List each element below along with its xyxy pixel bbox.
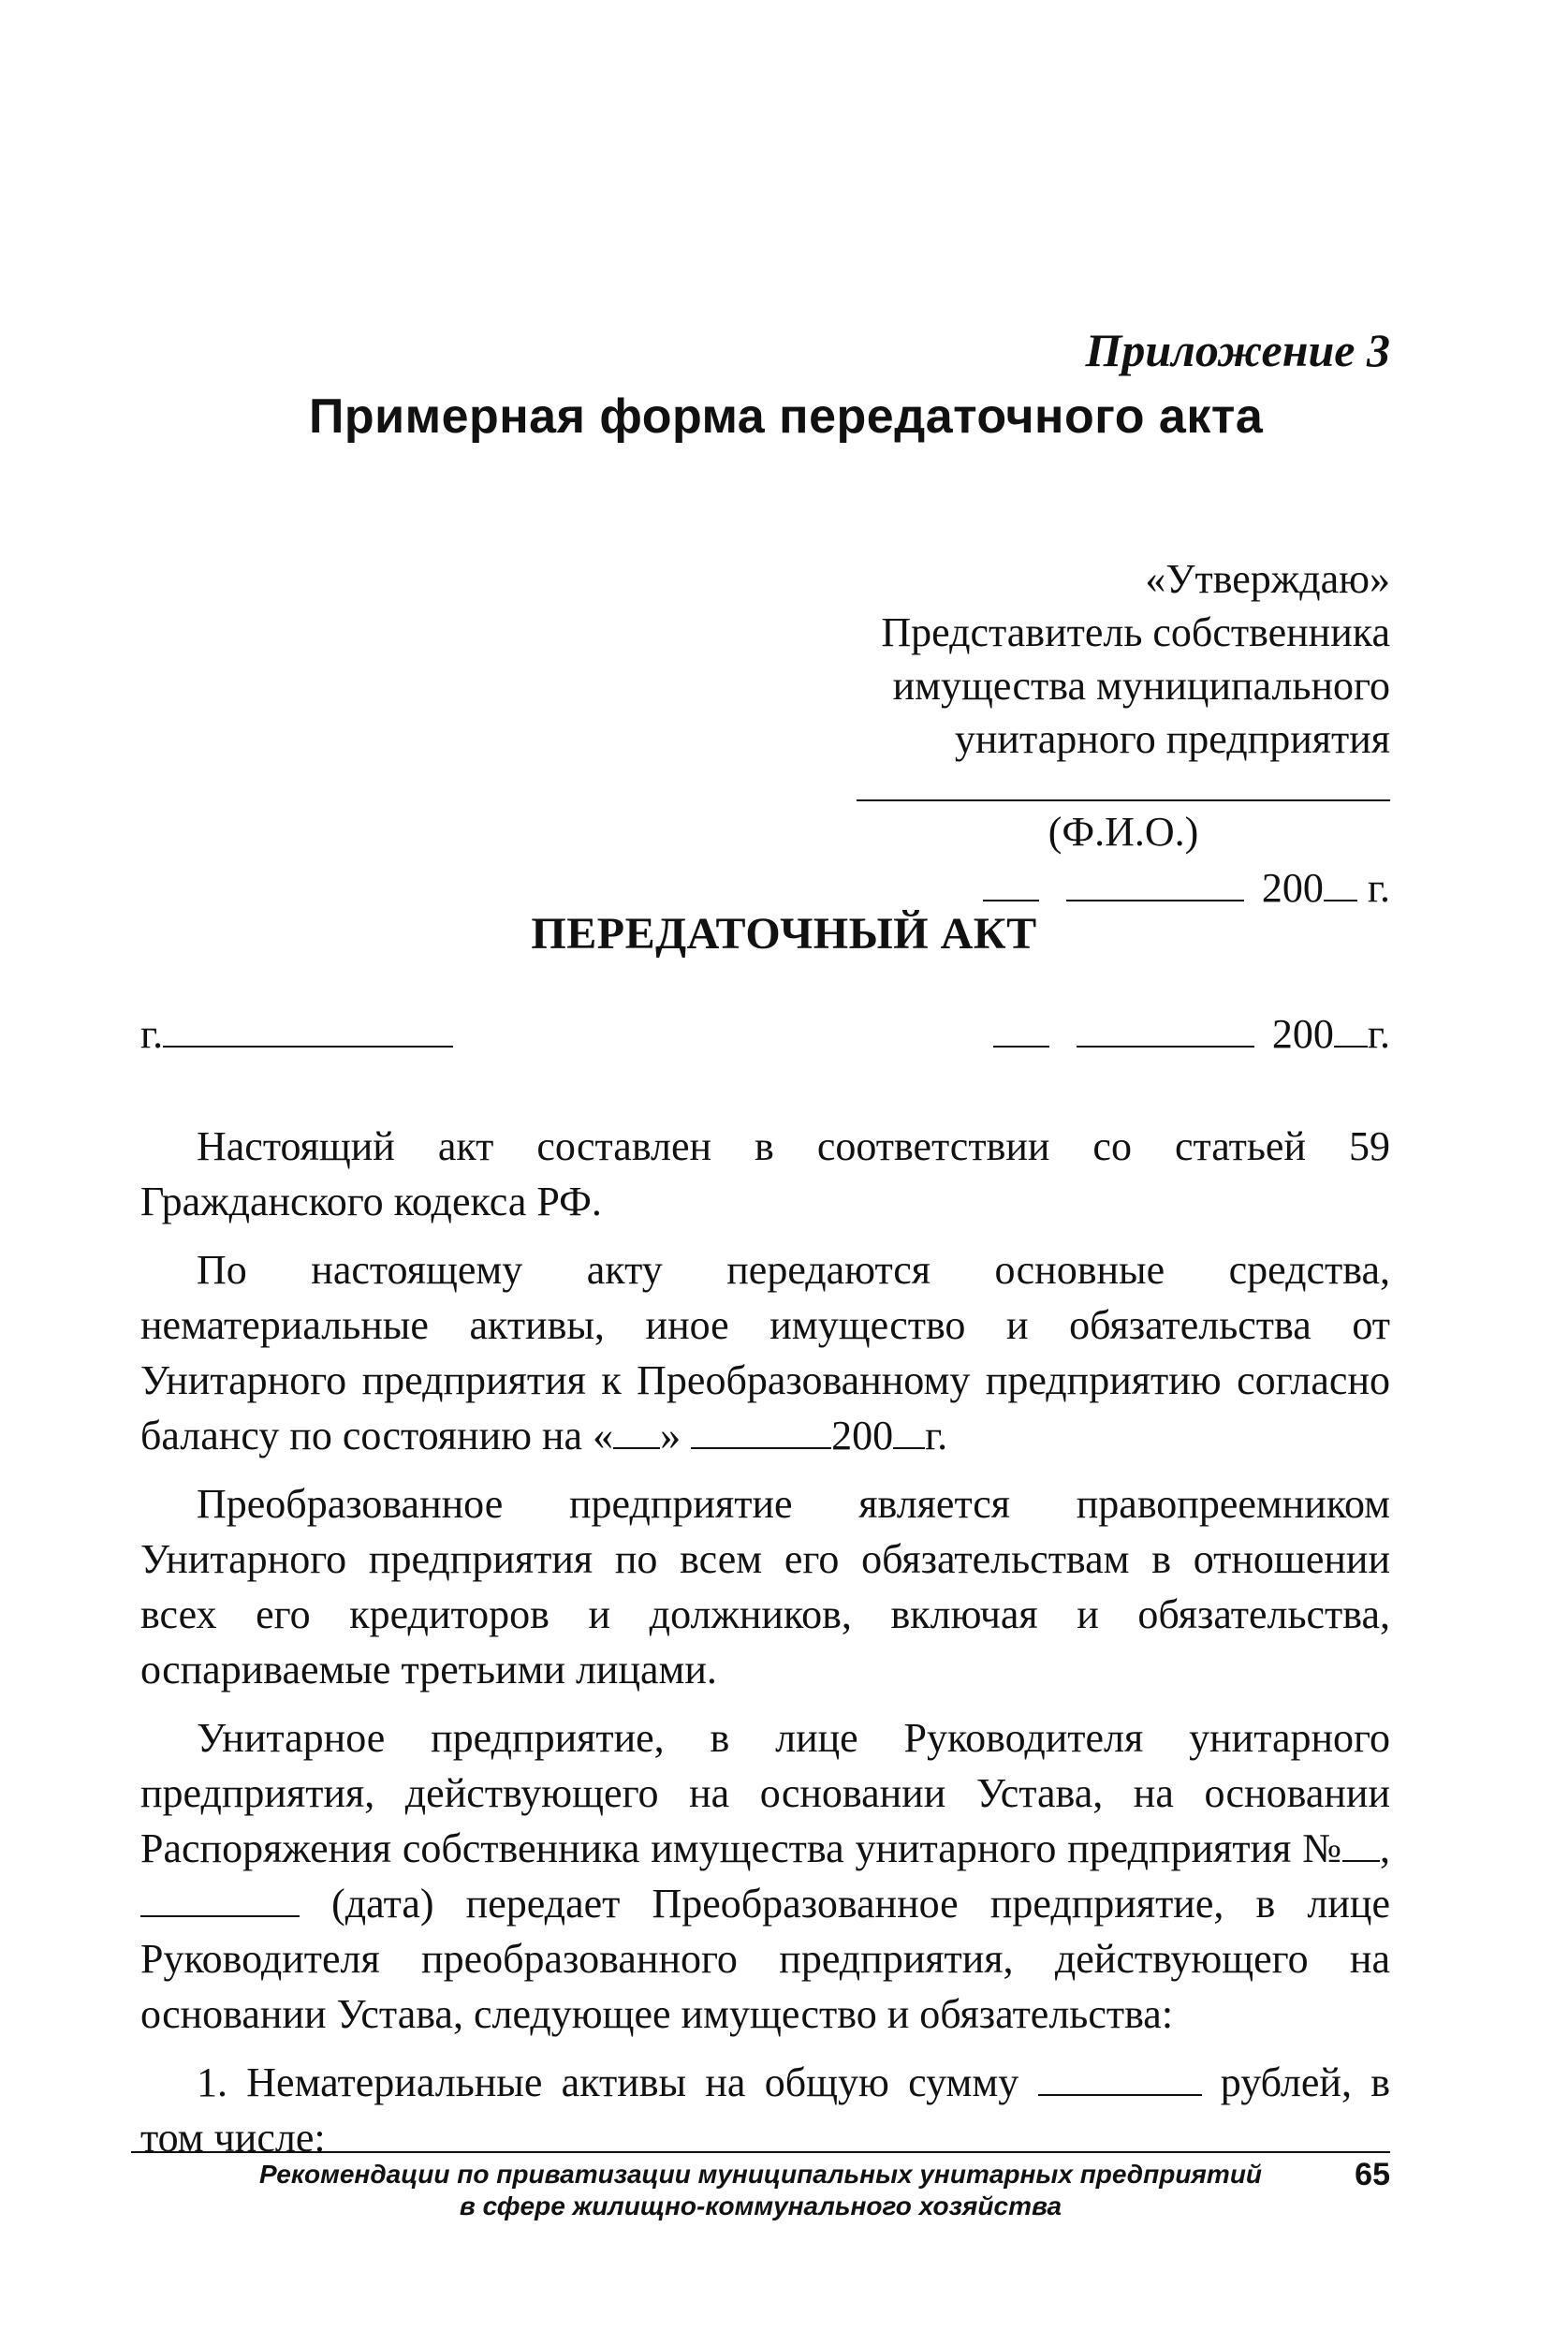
number-comma: , — [1380, 1825, 1391, 1871]
act-year: 200 — [1271, 1010, 1334, 1057]
footer-line-1: Рекомендации по приватизации муниципальных унитарных предприятий — [258, 2160, 1263, 2189]
balance-year: 200 — [831, 1413, 894, 1458]
paragraph-1: Настоящий акт составлен в соответствии со статьей 59 Гражданского кодекса РФ. — [140, 1123, 1390, 1224]
approval-block — [791, 552, 1390, 915]
paragraph-4-part-a: Унитарное предприятие, в лице Руководителя унитарного предприятия, действующего на основании Устава, на основании Распоряжения собственника имущества унитарного предприятия — [140, 1715, 1390, 1871]
act-body — [140, 1119, 1390, 2178]
approval-year-suffix: г. — [1367, 864, 1390, 911]
amount-blank — [1038, 2055, 1202, 2096]
approval-year: 200 — [1261, 864, 1324, 911]
approval-date-row — [791, 860, 1390, 915]
quote-close: » — [660, 1413, 681, 1458]
act-title: ПЕРЕДАТОЧНЫЙ АКТ — [531, 909, 1037, 959]
paragraph-2 — [140, 1242, 1390, 1463]
paragraph-4 — [140, 1710, 1390, 2042]
paragraph-5 — [140, 2055, 1390, 2165]
place-date-row — [140, 1006, 1390, 1058]
footer-line-2: в сфере жилищно-коммунального хозяйства — [459, 2191, 1062, 2220]
paragraph-3: Преобразованное предприятие является правопреемником Унитарного предприятия по всем его обязательствам в отношении всех его кредиторов и должников, включая и обязательства, оспариваемые третьими лицами. — [140, 1481, 1390, 1693]
act-year-suffix: г. — [1367, 1010, 1390, 1057]
day-blank — [983, 860, 1039, 901]
balance-day-blank — [613, 1408, 660, 1449]
quote-open: « — [593, 1413, 614, 1458]
form-title: Примерная форма передаточного акта — [309, 389, 1264, 444]
balance-year-blank — [893, 1408, 925, 1449]
act-year-blank — [1334, 1006, 1368, 1048]
footer-divider — [131, 2151, 1390, 2153]
year-blank — [1324, 860, 1357, 901]
act-month-blank — [1077, 1006, 1254, 1048]
number-sign: № — [1302, 1825, 1343, 1871]
paragraph-4-part-b: (дата) передает Преобразованное предприятие, в лице Руководителя преобразованного предприятия, действующего на основании Устава, следующее имущество и обязательства: — [140, 1881, 1390, 2037]
month-blank — [1066, 860, 1244, 901]
balance-year-suffix: г. — [925, 1413, 948, 1458]
page-footer — [131, 2159, 1390, 2222]
paragraph-5-part-b: рублей, в том числе: — [140, 2059, 1390, 2161]
paragraph-2-text: По настоящему акту передаются основные средства, нематериальные активы, иное имущество и обязательства от Унитарного предприятия к Преобразованному предприятию согласно балансу по состоянию на — [140, 1247, 1390, 1458]
act-day-blank — [993, 1006, 1049, 1048]
city-blank — [163, 1006, 453, 1048]
order-number-blank — [1342, 1821, 1380, 1862]
city-field — [140, 1006, 453, 1058]
city-prefix: г. — [140, 1010, 164, 1057]
approval-line-2: имущества муниципального — [892, 663, 1390, 709]
approval-line-3: унитарного предприятия — [954, 716, 1390, 762]
appendix-label: Приложение 3 — [1085, 324, 1390, 376]
approval-line-1: Представитель собственника — [881, 609, 1390, 655]
approval-heading: «Утверждаю» — [1145, 556, 1390, 602]
order-date-blank — [140, 1876, 300, 1917]
act-date-field — [993, 1006, 1390, 1058]
signature-blank-line — [857, 799, 1390, 803]
page-number: 65 — [1355, 2157, 1390, 2192]
paragraph-5-part-a: 1. Нематериальные активы на общую сумму — [197, 2059, 1019, 2105]
balance-month-blank — [691, 1408, 831, 1449]
fio-caption: (Ф.И.О.) — [1048, 809, 1199, 855]
